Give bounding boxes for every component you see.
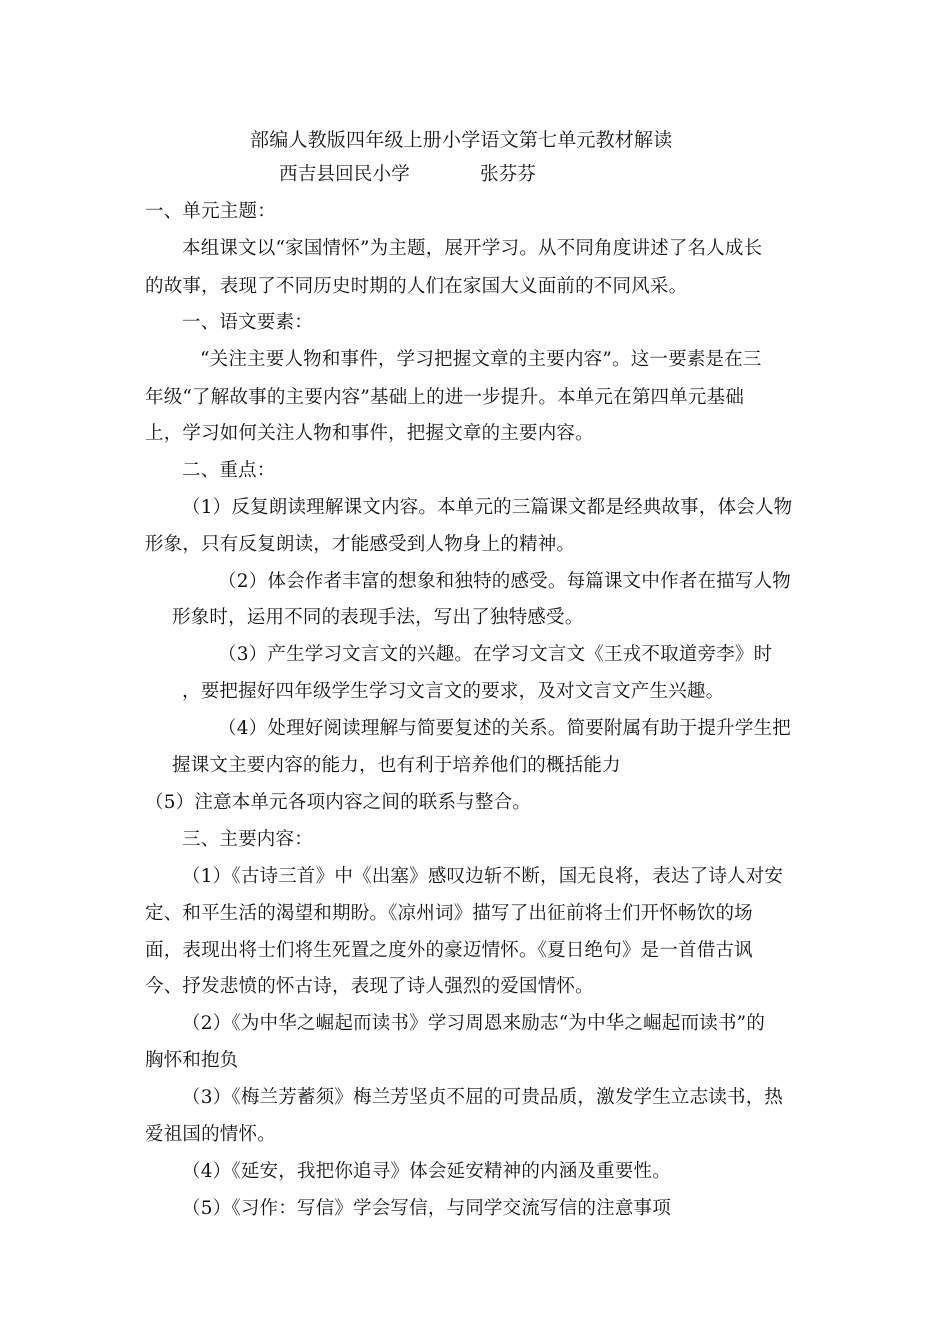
section-heading: 三、主要内容：: [182, 829, 313, 850]
paragraph-line: （3）产生学习文言文的兴趣。在学习文言文《王戎不取道旁李》时: [218, 644, 773, 665]
paragraph-line: 面，表现出将士们将生死置之度外的豪迈情怀。《夏日绝句》是一首借古讽: [145, 940, 753, 961]
document-title: 部编人教版四年级上册小学语文第七单元教材解读: [250, 129, 673, 151]
paragraph-line: （5）《习作：写信》学会写信，与同学交流写信的注意事项: [182, 1198, 671, 1219]
author-name: 张芬芬: [480, 164, 537, 185]
section-heading: 一、语文要素：: [182, 312, 313, 333]
section-heading: 二、重点：: [182, 460, 276, 481]
paragraph-line: （1）《古诗三首》中《出塞》感叹边斩不断，国无良将，表达了诗人对安: [182, 866, 784, 887]
paragraph-line: （2）体会作者丰富的想象和独特的感受。每篇课文中作者在描写人物: [218, 571, 791, 592]
paragraph-line: “关注主要人物和事件，学习把握文章的主要内容”。这一要素是在三: [200, 349, 762, 370]
paragraph-line: （4）处理好阅读理解与简要复述的关系。简要附属有助于提升学生把: [218, 718, 791, 739]
paragraph-line: 握课文主要内容的能力，也有利于培养他们的概括能力: [172, 755, 621, 776]
section-heading: 一、单元主题：: [145, 201, 276, 222]
paragraph-line: 的故事，表现了不同历史时期的人们在家国大义面前的不同风采。: [145, 276, 688, 297]
paragraph-line: 本组课文以“家国情怀”为主题，展开学习。从不同角度讲述了名人成长: [182, 238, 763, 259]
paragraph-line: 定、和平生活的渴望和期盼。《凉州词》描写了出征前将士们开怀畅饮的场: [145, 903, 753, 924]
paragraph-line: ，要把握好四年级学生学习文言文的要求，及对文言文产生兴趣。: [182, 681, 725, 702]
paragraph-line: 胸怀和抱负: [145, 1050, 239, 1071]
paragraph-line: 年级“了解故事的主要内容”基础上的进一步提升。本单元在第四单元基础: [145, 387, 745, 408]
paragraph-line: （1）反复朗读理解课文内容。本单元的三篇课文都是经典故事，体会人物: [182, 497, 793, 518]
paragraph-line: （4）《延安，我把你追寻》体会延安精神的内涵及重要性。: [182, 1161, 671, 1182]
paragraph-line: （2）《为中华之崛起而读书》学习周恩来励志“为中华之崛起而读书”的: [182, 1013, 766, 1034]
paragraph-line: （3）《梅兰芳蓄须》梅兰芳坚贞不屈的可贵品质，激发学生立志读书，热: [182, 1087, 784, 1108]
paragraph-line: （5）注意本单元各项内容之间的联系与整合。: [145, 792, 531, 813]
paragraph-line: 爱祖国的情怀。: [145, 1124, 276, 1145]
paragraph-line: 上，学习如何关注人物和事件，把握文章的主要内容。: [145, 423, 594, 444]
paragraph-line: 今、抒发悲愤的怀古诗，表现了诗人强烈的爱国情怀。: [145, 976, 594, 997]
school-name: 西吉县回民小学: [279, 164, 410, 185]
paragraph-line: 形象时，运用不同的表现手法，写出了独特感受。: [172, 607, 584, 628]
paragraph-line: 形象，只有反复朗读，才能感受到人物身上的精神。: [145, 534, 576, 555]
